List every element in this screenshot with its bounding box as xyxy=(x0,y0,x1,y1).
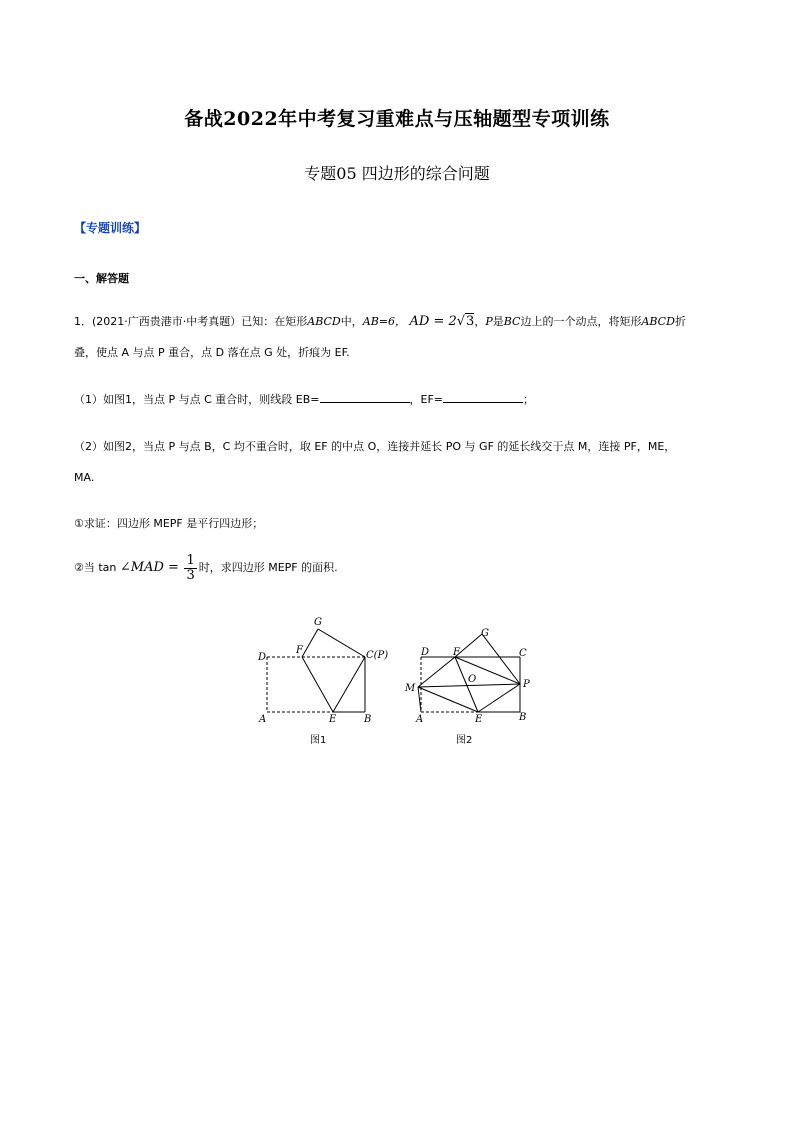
figure-1-diagram xyxy=(250,612,400,747)
part1-text: （1）如图1，当点 P 与点 C 重合时，则线段 EB= xyxy=(74,393,320,406)
intro-text-a: 1．(2021·广西贵港市·中考真题）已知：在矩形 xyxy=(74,315,308,328)
segment-fg xyxy=(302,629,318,657)
question-1-sub1: ①求证：四边形 MEPF 是平行四边形； xyxy=(74,517,264,530)
figure-2-caption: 图2 xyxy=(456,735,473,746)
rect-abcd: ABCD xyxy=(307,315,341,328)
segment-ec xyxy=(333,657,365,712)
label-o: O xyxy=(468,674,477,685)
label-d: D xyxy=(258,652,267,663)
sqrt-radicand: 3 xyxy=(466,314,475,329)
sqrt-sign: √ xyxy=(456,314,466,329)
rect-abcd-2: ABCD xyxy=(641,315,675,328)
label-d: D xyxy=(421,647,430,658)
label-a: A xyxy=(416,714,424,725)
figure-1-caption: 图1 xyxy=(310,735,327,746)
intro-text-d: 是 xyxy=(492,315,504,328)
label-g: G xyxy=(314,617,322,628)
label-g: G xyxy=(481,628,489,639)
label-e: E xyxy=(329,714,337,725)
segment-ep xyxy=(478,684,520,712)
figure-2-diagram xyxy=(400,622,540,747)
question-1-sub2 xyxy=(74,553,724,583)
answer-blank-ef[interactable] xyxy=(443,392,523,403)
intro-text-c: ， xyxy=(474,315,486,328)
segment-mf xyxy=(418,657,455,687)
side-bc: BC xyxy=(503,315,521,328)
part1-end: ； xyxy=(523,393,535,406)
label-b: B xyxy=(364,714,372,725)
question-1-part2-line1: （2）如图2，当点 P 与点 B，C 均不重合时，取 EF 的中点 O，连接并延长 PO 与 GF 的延长线交于点 M，连接 PF，ME， xyxy=(74,440,676,453)
label-b: B xyxy=(519,712,527,723)
question-1-part2-line2: MA. xyxy=(74,471,95,484)
label-p: P xyxy=(523,679,530,690)
ad-equation xyxy=(410,313,475,329)
sub2-text-b: 时，求四边形 MEPF 的面积. xyxy=(198,561,338,574)
label-c: C xyxy=(519,648,527,659)
sub2-text-a: ②当 tan xyxy=(74,561,117,574)
ab-equation: AB=6， xyxy=(362,315,406,328)
fraction-numerator: 1 xyxy=(186,552,195,568)
label-c-p: C(P) xyxy=(366,650,389,661)
angle-mad: ∠MAD = xyxy=(119,560,179,575)
point-p: P xyxy=(485,315,493,328)
question-1-intro xyxy=(74,314,724,330)
section-tag: 【专题训练】 xyxy=(74,221,147,235)
label-f: F xyxy=(296,645,303,656)
page-title: 备战2022年中考复习重难点与压轴题型专项训练 xyxy=(184,108,610,130)
intro-text-f: 折 xyxy=(674,315,686,328)
fraction-one-third xyxy=(184,554,196,583)
question-1-line2: 叠，使点 A 与点 P 重合，点 D 落在点 G 处，折痕为 EF. xyxy=(74,346,350,359)
label-e: E xyxy=(475,714,483,725)
part1-mid: ，EF= xyxy=(409,393,444,406)
fraction-denominator: 3 xyxy=(186,567,195,583)
label-f: F xyxy=(453,647,460,658)
page-subtitle: 专题05 四边形的综合问题 xyxy=(304,164,490,183)
segment-fe xyxy=(302,657,333,712)
answer-blank-eb[interactable] xyxy=(320,392,410,403)
question-1-part1 xyxy=(74,392,724,408)
segment-gc xyxy=(318,629,365,657)
intro-text-b: 中， xyxy=(340,315,363,328)
label-m: M xyxy=(405,683,416,694)
label-a: A xyxy=(259,714,267,725)
part-heading: 一、解答题 xyxy=(74,272,129,285)
ad-lhs: AD = 2 xyxy=(409,314,457,329)
intro-text-e: 边上的一个动点，将矩形 xyxy=(520,315,642,328)
